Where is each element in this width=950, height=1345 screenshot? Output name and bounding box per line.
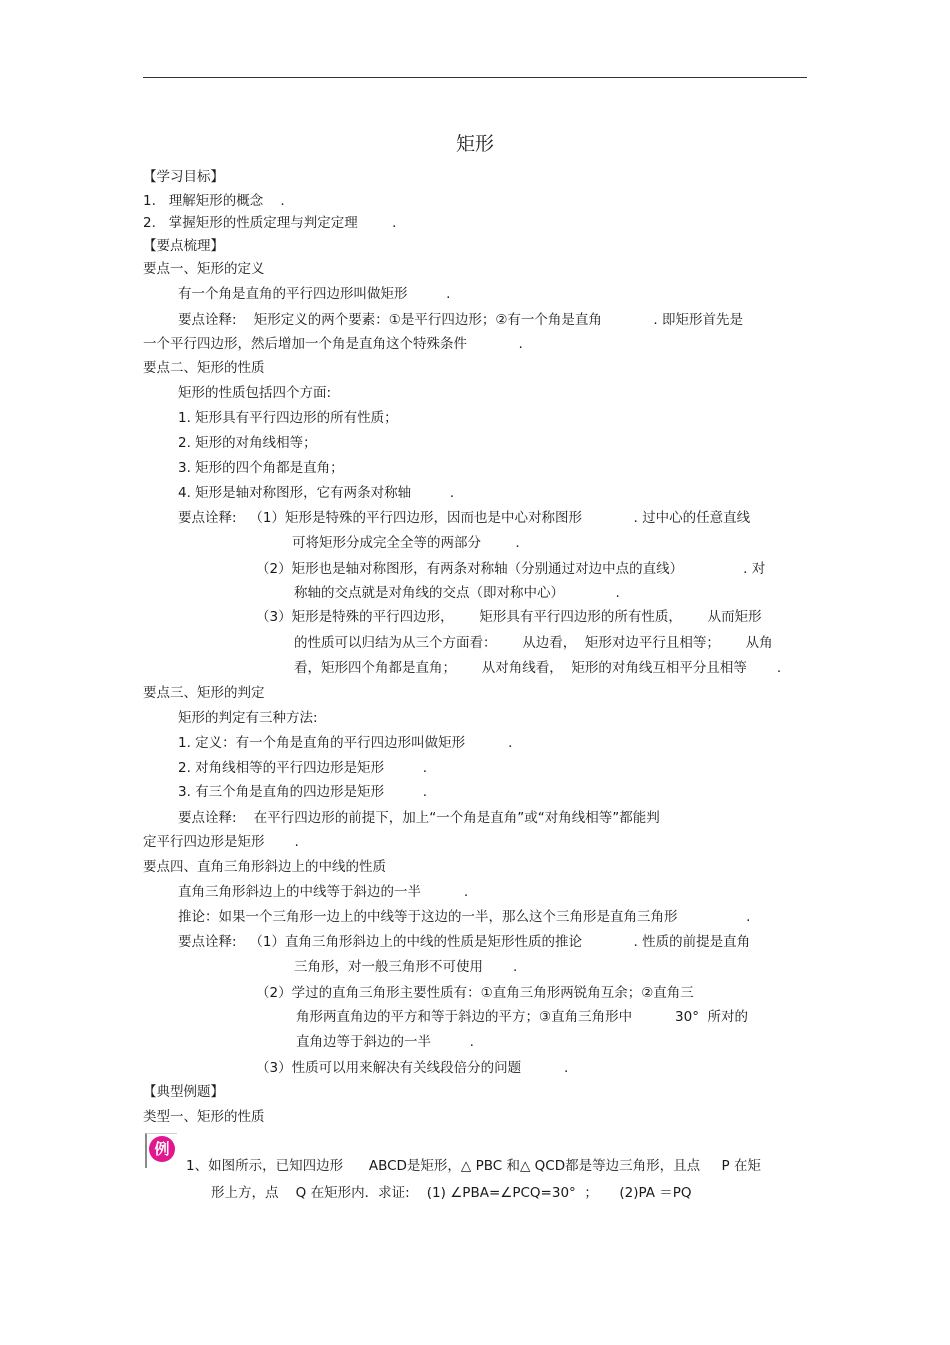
- point-heading-1: 要点一、矩形的定义: [143, 261, 265, 277]
- list-item: 1. 矩形具有平行四边形的所有性质；: [178, 410, 398, 426]
- paragraph-line: 要点诠释: （1）直角三角形斜边上的中线的性质是矩形性质的推论 . 性质的前提是直角: [178, 934, 751, 950]
- paragraph-line: 矩形的判定有三种方法:: [178, 710, 318, 726]
- paragraph-line: 直角边等于斜边的一半 .: [296, 1034, 474, 1050]
- paragraph-line: 三角形，对一般三角形不可使用 .: [294, 959, 518, 975]
- list-item: 1. 定义：有一个角是直角的平行四边形叫做矩形 .: [178, 735, 513, 751]
- example-badge-icon: 例: [149, 1136, 175, 1162]
- paragraph-line: 要点诠释: 矩形定义的两个要素：①是平行四边形；②有一个角是直角 . 即矩形首先是: [178, 312, 743, 328]
- section-heading-key-points: 【要点梳理】: [143, 238, 224, 254]
- paragraph-line: 角形两直角边的平方和等于斜边的平方；③直角三角形中 30° 所对的: [296, 1009, 749, 1025]
- paragraph-line: 定平行四边形是矩形 .: [143, 834, 299, 850]
- paragraph-line: （3）矩形是特殊的平行四边形， 矩形具有平行四边形的所有性质， 从而矩形: [256, 609, 762, 625]
- header-rule: [143, 77, 807, 78]
- page-title: 矩形: [455, 133, 494, 155]
- section-heading-goals: 【学习目标】: [143, 169, 224, 185]
- paragraph-line: 有一个角是直角的平行四边形叫做矩形 .: [178, 286, 451, 302]
- paragraph-line: 可将矩形分成完全全等的两部分 .: [292, 535, 520, 551]
- list-item: 2. 对角线相等的平行四边形是矩形 .: [178, 760, 428, 776]
- paragraph-line: （2）学过的直角三角形主要性质有：①直角三角形两锐角互余；②直角三: [256, 985, 694, 1001]
- paragraph-line: （3）性质可以用来解决有关线段倍分的问题 .: [256, 1060, 569, 1076]
- goal-item: 1. 理解矩形的概念 .: [143, 193, 285, 209]
- list-item: 3. 有三个角是直角的四边形是矩形 .: [178, 784, 428, 800]
- list-item: 4. 矩形是轴对称图形，它有两条对称轴 .: [178, 485, 455, 501]
- paragraph-line: 要点诠释: （1）矩形是特殊的平行四边形，因而也是中心对称图形 . 过中心的任意直线: [178, 510, 751, 526]
- example-text: 形上方，点 Q 在矩形内．求证: (1) ∠PBA=∠PCQ=30° ； (2)PA ＝PQ: [211, 1185, 692, 1201]
- paragraph-line: 直角三角形斜边上的中线等于斜边的一半 .: [178, 884, 469, 900]
- paragraph-line: 要点诠释: 在平行四边形的前提下，加上“一个角是直角”或“对角线相等”都能判: [178, 810, 660, 826]
- section-heading-examples: 【典型例题】: [143, 1084, 224, 1100]
- list-item: 2. 矩形的对角线相等；: [178, 435, 317, 451]
- example-badge: [145, 1133, 177, 1168]
- paragraph-line: 一个平行四边形，然后增加一个角是直角这个特殊条件 .: [143, 336, 523, 352]
- paragraph-line: 看，矩形四个角都是直角； 从对角线看， 矩形的对角线互相平分且相等 .: [294, 660, 782, 676]
- example-text: 1、如图所示，已知四边形 ABCD是矩形，△ PBC 和△ QCD都是等边三角形，且点 P 在矩: [186, 1158, 761, 1174]
- type-heading-1: 类型一、矩形的性质: [143, 1109, 265, 1125]
- point-heading-3: 要点三、矩形的判定: [143, 685, 265, 701]
- point-heading-2: 要点二、矩形的性质: [143, 360, 265, 376]
- paragraph-line: 推论：如果一个三角形一边上的中线等于这边的一半，那么这个三角形是直角三角形 .: [178, 909, 751, 925]
- paragraph-line: （2）矩形也是轴对称图形，有两条对称轴（分别通过对边中点的直线） . 对: [256, 561, 766, 577]
- paragraph-line: 矩形的性质包括四个方面:: [178, 385, 332, 401]
- goal-item: 2. 掌握矩形的性质定理与判定定理 .: [143, 215, 397, 231]
- paragraph-line: 称轴的交点就是对角线的交点（即对称中心） .: [294, 585, 620, 601]
- point-heading-4: 要点四、直角三角形斜边上的中线的性质: [143, 859, 386, 875]
- list-item: 3. 矩形的四个角都是直角；: [178, 460, 344, 476]
- paragraph-line: 的性质可以归结为从三个方面看： 从边看， 矩形对边平行且相等； 从角: [294, 635, 773, 651]
